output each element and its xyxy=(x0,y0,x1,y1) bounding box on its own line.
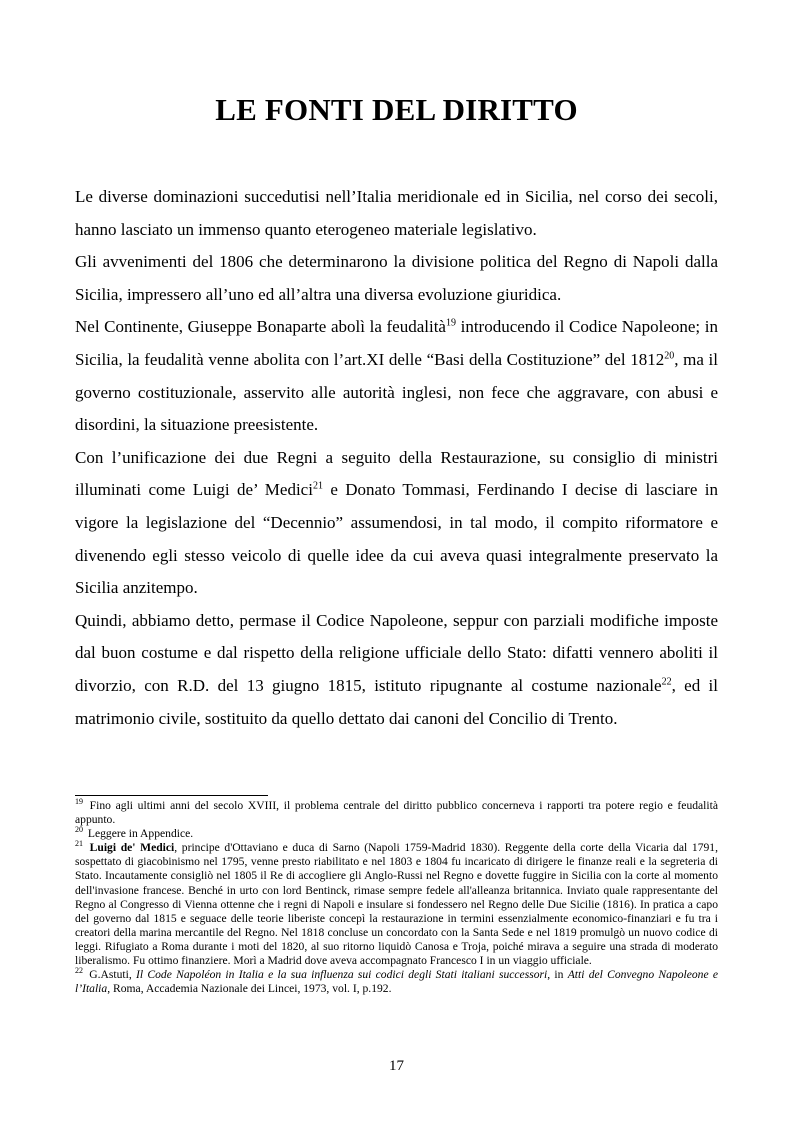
paragraph xyxy=(75,442,718,605)
text-run: Con l’unificazione dei due Regni a seguito della Restaurazione, su consiglio di ministri illuminati come Luigi de’ Medici xyxy=(75,447,718,500)
footnote-number: 20 xyxy=(75,825,83,835)
footnote-number: 22 xyxy=(75,966,83,976)
text-run: Quindi, abbiamo detto, permase il Codice Napoleone, seppur con parziali modifiche imposte dal buon costume e dal rispetto della religione ufficiale dello Stato: difatti vennero aboliti il divorzio, con R.D. del 13 giugno 1815, istituto ripugnante al costume nazionale xyxy=(75,610,718,695)
footnote-number: 19 xyxy=(75,797,83,807)
italic-text: Il Code Napoléon in Italia e la sua influenza sui codici degli Stati italiani successori xyxy=(136,968,548,982)
text-run: , principe d'Ottaviano e duca di Sarno (Napoli 1759-Madrid 1830). Reggente della corte della Vicaria dal 1791, sospettato di giacobinismo nel 1795, venne presto riabilitato e nel 1803 e 1804 fu incaricato di dirigere le finanze reali e la segreteria di Stato. Incautamente consigliò nel 1805 il Re di accogliere gli Anglo-Russi nel Regno e dovette fuggire in Sicilia con la corte al momento dell'invasione francese. Benché in urto con lord Bentinck, rimase sempre fedele all'alleanza britannica. Inviato quale rappresentante del Regno al Congresso di Vienna ottenne che i regni di Napoli e insulare si fondessero nel Regno delle Due Sicilie (1816). In pratica a capo del governo dal 1815 e seguace delle teorie liberiste concepì la restaurazione in termini essenzialmente economico-finanziari e fu tra i creatori della marina mercantile del Regno. Nel 1818 concluse un concordato con la Santa Sede e nel 1819 promulgò un nuovo codice di leggi. Rifugiato a Roma durante i moti del 1820, al suo ritorno liquidò Canosa e Troja, poiché mirava a seguire una strada di moderato liberalismo. Fu ottimo finanziere. Morì a Madrid dove aveva accompagnato Francesco I in un viaggio ufficiale. xyxy=(75,841,718,968)
chapter-title: LE FONTI DEL DIRITTO xyxy=(215,92,578,127)
text-run: Fino agli ultimi anni del secolo XVIII, il problema centrale del diritto pubblico concerneva i rapporti tra potere regio e feudalità appunto. xyxy=(75,799,718,827)
footnote-reference: 21 xyxy=(312,480,323,492)
footnote-separator xyxy=(75,795,268,796)
footnote-reference: 19 xyxy=(445,317,456,329)
paragraph xyxy=(75,246,718,311)
footnotes xyxy=(75,799,718,996)
text-run: , in xyxy=(547,968,568,982)
text-run: e Donato Tommasi, Ferdinando I decise di lasciare in vigore la legislazione del “Decennio” assumendosi, in tal modo, il compito riformatore e divenendo egli stesso veicolo di quelle idee da cui aveva quasi integralmente preservato la Sicilia anzitempo. xyxy=(75,480,718,598)
bold-text: Luigi de' Medici xyxy=(89,841,175,855)
text-run: G.Astuti, xyxy=(85,968,137,982)
footnote-number: 21 xyxy=(75,839,83,849)
text-run: Gli avvenimenti del 1806 che determinarono la divisione politica del Regno di Napoli dalla Sicilia, impressero all’uno ed all’altra una diversa evoluzione giuridica. xyxy=(75,252,718,304)
text-run: Le diverse dominazioni succedutisi nell’Italia meridionale ed in Sicilia, nel corso dei secoli, hanno lasciato un immenso quanto eterogeneo materiale legislativo. xyxy=(75,187,718,239)
italic-text: Atti del Convegno Napoleone e l’Italia xyxy=(75,968,719,996)
paragraph xyxy=(75,605,718,735)
text-run: Nel Continente, Giuseppe Bonaparte abolì la feudalità xyxy=(75,317,446,337)
paragraph xyxy=(75,311,718,441)
text-run: Leggere in Appendice. xyxy=(85,827,194,841)
footnote xyxy=(75,827,718,841)
paragraph xyxy=(75,181,718,246)
footnote-reference: 22 xyxy=(661,676,672,688)
text-run: , Roma, Accademia Nazionale dei Lincei, 1973, vol. I, p.192. xyxy=(107,982,392,996)
text-run: introducendo il Codice Napoleone; in Sicilia, la feudalità venne abolita con l’art.XI delle “Basi della Costituzione” del 1812 xyxy=(75,317,718,369)
main-text xyxy=(75,181,718,735)
footnote xyxy=(75,841,718,968)
footnote xyxy=(75,799,718,827)
footnote-reference: 20 xyxy=(664,350,675,362)
page-number: 17 xyxy=(389,1058,404,1074)
text-run: , ed il matrimonio civile, sostituito da quello dettato dai canoni del Concilio di Trento. xyxy=(75,675,718,728)
footnote xyxy=(75,968,718,996)
text-run: , ma il governo costituzionale, asservito alle autorità inglesi, non fece che aggravare, con abusi e disordini, la situazione preesistente. xyxy=(75,349,719,435)
